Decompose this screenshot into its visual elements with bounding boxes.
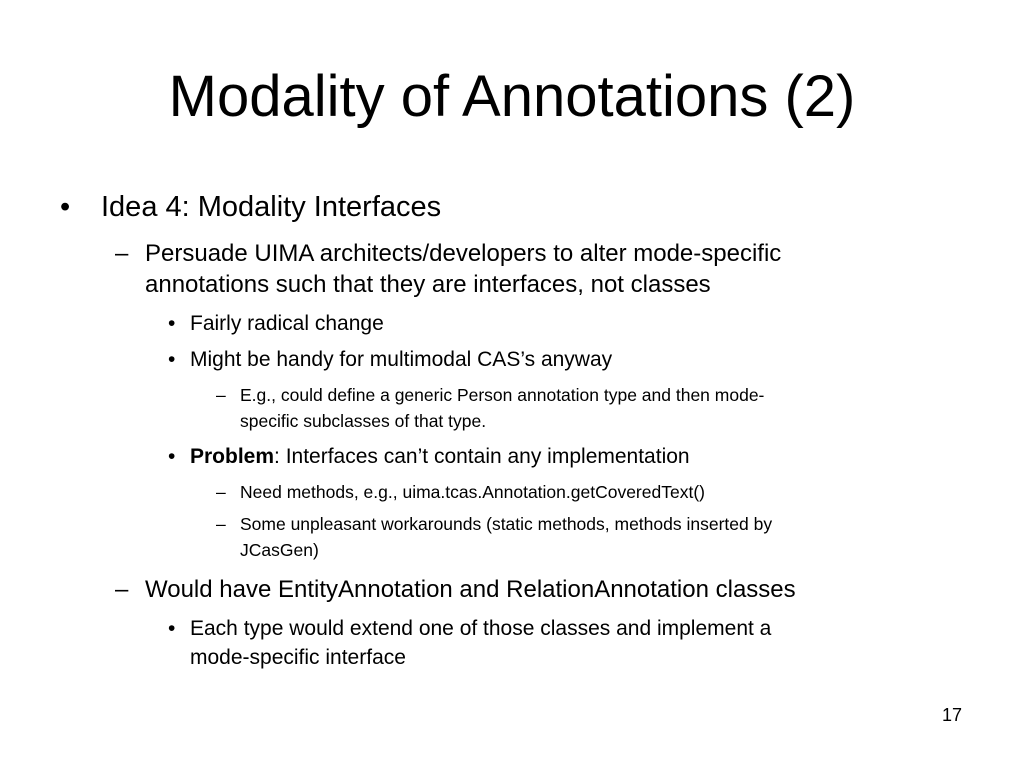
problem-text: : Interfaces can’t contain any implementation xyxy=(274,445,690,468)
dash-marker: – xyxy=(115,576,129,603)
bullet-marker: • xyxy=(168,348,176,371)
dash-marker: – xyxy=(216,385,226,405)
item-need-methods: Need methods, e.g., uima.tcas.Annotation.getCoveredText() xyxy=(240,482,705,502)
item-might-be-handy: Might be handy for multimodal CAS’s anyway xyxy=(190,348,613,371)
bullet-marker: • xyxy=(60,191,71,223)
bullet-marker: • xyxy=(168,617,176,640)
slide-title: Modality of Annotations (2) xyxy=(168,64,856,129)
page-number: 17 xyxy=(941,705,962,725)
item-fairly-radical: Fairly radical change xyxy=(190,312,384,335)
subbullet-persuade-line-1: Persuade UIMA architects/developers to alter mode-specific xyxy=(145,240,782,267)
bullet-marker: • xyxy=(168,312,176,335)
problem-label: Problem xyxy=(190,445,275,468)
item-eg-line-2: specific subclasses of that type. xyxy=(240,411,487,431)
item-each-type-line-2: mode-specific interface xyxy=(190,646,406,669)
item-eg-line-1: E.g., could define a generic Person annotation type and then mode- xyxy=(240,385,765,405)
item-problem xyxy=(190,442,690,472)
subbullet-persuade-line-2: annotations such that they are interfaces, not classes xyxy=(145,271,711,298)
dash-marker: – xyxy=(216,482,226,502)
item-each-type-line-1: Each type would extend one of those classes and implement a xyxy=(190,617,772,640)
item-workarounds-line-1: Some unpleasant workarounds (static methods, methods inserted by xyxy=(240,514,773,534)
bullet-marker: • xyxy=(168,445,176,468)
dash-marker: – xyxy=(216,514,226,534)
bullet-idea-4: Idea 4: Modality Interfaces xyxy=(101,191,442,223)
item-workarounds-line-2: JCasGen) xyxy=(240,540,319,560)
subbullet-would-have: Would have EntityAnnotation and RelationAnnotation classes xyxy=(145,576,796,603)
dash-marker: – xyxy=(115,240,129,267)
